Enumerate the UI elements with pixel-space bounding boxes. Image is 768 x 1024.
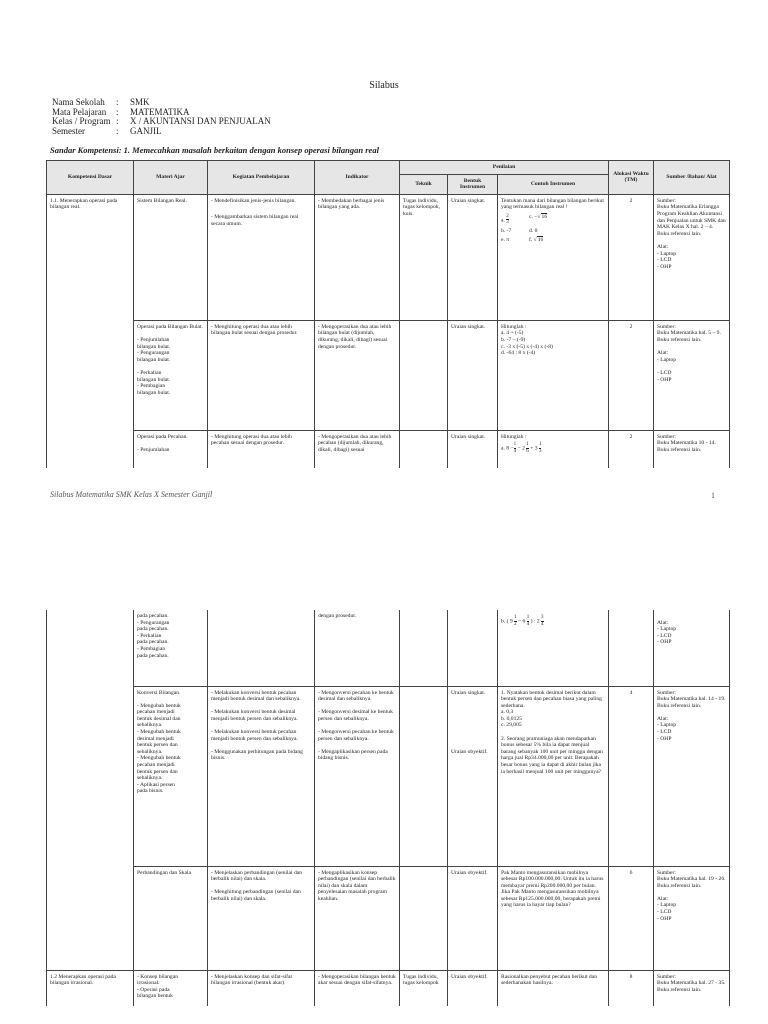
identity-row: Nama Sekolah : SMK: [52, 97, 150, 107]
bentuk-cell: [448, 610, 498, 686]
identity-row: Mata Pelajaran : MATEMATIKA: [52, 106, 190, 117]
alokasi-cell: 2: [609, 430, 654, 468]
bentuk-cell: Uraian singkat. Uraian obyektif.: [448, 686, 498, 866]
teknik-cell: [400, 866, 448, 970]
sumber-cell: Alat: - Laptop - LCD - OHP: [654, 610, 730, 686]
fraction: $\frac{1}{3}$: [538, 442, 542, 454]
header-materi-ajar: Materi Ajar: [134, 161, 208, 195]
fraction: $\frac{1}{6}$: [526, 442, 529, 454]
bentuk-cell: Uraian obyektif.: [448, 866, 498, 970]
contoh-row: b. -7 d. 0: [501, 227, 538, 234]
header-indikator: Indikator: [315, 161, 400, 195]
contoh-cell: Rasionalkan penyebut pecahan berikut dan sederhanakan hasilnya.: [498, 970, 609, 1006]
indikator-cell: - Membedakan berbagai jenis bilangan yang ada.: [315, 194, 400, 320]
header-penilaian: Penilaian: [400, 161, 609, 175]
contoh-cell: Hitunglah : a. 8 − $\frac{1}{4}$ − 2 $\frac{1}{6}$ + 3 $\frac{1}{3}$: [498, 430, 609, 468]
teknik-cell: [400, 320, 448, 430]
page-footer: Silabus Matematika SMK Kelas X Semester Ganjil: [50, 490, 213, 499]
teknik-cell: Tugas individu, tugas kelompok, kuis.: [400, 194, 448, 320]
teknik-cell: [400, 610, 448, 686]
indikator-cell: - Mengoperasikan dua atau lebih bilangan bulat (dijumlah, dikurang, dikali, dibagi) sesuai dengan prosedur.: [315, 320, 400, 430]
indikator-cell: - Mengonversi pecahan ke bentuk desimal dan sebaliknya. - Mengonversi desimal ke bentuk persen dan sebaliknya. - Mengonversi pecahan ke bentuk persen dan sebaliknya. - Mengaplikasikan persen pada bidang bisnis.: [315, 686, 400, 866]
header-bentuk: Bentuk Instrumen: [448, 174, 498, 194]
contoh-row: a. $\frac{2}{3}$ c. −√16: [501, 213, 548, 226]
indikator-cell: - Mengoperasikan dua atau lebih pecahan (dijumlah, dikurang, dikali, dibagi) sesuai: [315, 430, 400, 468]
header-sumber: Sumber /Bahan/ Alat: [654, 161, 730, 195]
contoh-row: e. π f. √16: [501, 236, 544, 243]
contoh-cell: Pak Manto mengasuransikan mobilnya sebesar Rp100.000.000,00. Untuk itu ia harus membayar premi Rp200.000,00 per bulan. Jika Pak Manto mengasuransikan mobilnya sebesar Rp125.000.000,00, berapakah premi yang harus ia bayar tiap bulan?: [498, 866, 609, 970]
kd-cell: [47, 866, 134, 970]
contoh-cell: 1. Nyatakan bentuk desimal berikut dalam bentuk persen dan pecahan biasa yang paling sederhana. a. 0,3 b. 0,0125 c. 29,005 2. Seorang pramuniaga akan mendapatkan bonus sebesar 5% bila ia dapat menjual barang sebanyak 100 unit per minggu dengan harga jual Rp34.000,00 per unit. Berapakah besar bonus yang ia dapat di akhir bulan jika ia berhasil menjual 100 unit per minggunya?: [498, 686, 609, 866]
fraction: $\frac{1}{4}$: [513, 442, 517, 454]
header-kompetensi-dasar: Kompetensi Dasar: [47, 161, 134, 195]
teknik-cell: [400, 686, 448, 866]
page-number: 1: [711, 491, 715, 500]
header-kegiatan: Kegiatan Pembelajaran: [208, 161, 315, 195]
bentuk-cell: Uraian obyektif.: [448, 970, 498, 1006]
kd-cell: 1.1. Menerapkan operasi pada bilangan real.: [47, 194, 134, 468]
kegiatan-cell: - Mendefinisikan jenis-jenis bilangan. - Menggambarkan sistem bilangan real secara umum.: [208, 194, 315, 320]
fraction: $\frac{1}{4}$: [526, 615, 530, 627]
header-alokasi: Alokasi Waktu (TM): [609, 161, 654, 195]
header-teknik: Teknik: [400, 174, 448, 194]
sumber-cell: Sumber: Buku Matematika 10 - 14. Buku referensi lain.: [654, 430, 730, 468]
sumber-cell: Sumber: Buku Matematika hal. 14 - 19. Buku referensi lain. Alat: - Laptop - LCD - OHP: [654, 686, 730, 866]
alokasi-cell: 2: [609, 194, 654, 320]
bentuk-cell: Uraian singkat.: [448, 430, 498, 468]
alokasi-cell: 4: [609, 686, 654, 866]
materi-cell: Operasi pada Pecahan. - Penjumlahan: [134, 430, 208, 468]
kegiatan-cell: - Melakukan konversi bentuk pecahan menjadi bentuk desimal dan sebaliknya. - Melakukan konversi bentuk desimal menjadi bentuk persen dan sebaliknya. - Melakukan konversi bentuk pecahan menjadi bentuk persen dan sebaliknya. - Menggunakan perhitungan pada bidang bisnis.: [208, 686, 315, 866]
kegiatan-cell: - Menghitung operasi dua atau lebih bilangan bulat sesuai dengan prosedur.: [208, 320, 315, 430]
sumber-cell: Sumber: Buku Matematika hal. 19 - 26. Buku referensi lain. Alat: - Laptop - LCD - OHP: [654, 866, 730, 970]
fraction: $\frac{3}{4}$: [541, 615, 544, 627]
syllabus-table-page1: [46, 160, 730, 468]
alokasi-cell: 8: [609, 970, 654, 1006]
materi-cell: - Konsep bilangan irrasional. - Operasi pada bilangan bentuk: [134, 970, 208, 1006]
identity-row: Kelas / Program : X / AKUNTANSI DAN PENJUALAN: [52, 116, 271, 126]
kd-cell: [47, 610, 134, 686]
kd-cell: [47, 686, 134, 866]
teknik-cell: [400, 430, 448, 468]
fraction: $\frac{2}{3}$: [506, 213, 509, 226]
kd-cell: 1.2 Menerapkan operasi pada bilangan irrasional.: [47, 970, 134, 1006]
kegiatan-cell: - Menghitung operasi dua atau lebih pecahan sesuai dengan prosedur.: [208, 430, 315, 468]
materi-cell: Perbandingan dan Skala: [134, 866, 208, 970]
materi-cell: Konversi Bilangan. - Mengubah bentuk pecahan menjadi bentuk desimal dan sebaliknya. - Mengubah bentuk desimal menjadi bentuk persen dan sebaliknya. - Mengubah bentuk pecahan menjadi bentuk persen dan sebaliknya. - Aplikasi persen pada bisnis.: [134, 686, 208, 866]
document-title: Silabus: [369, 80, 399, 91]
sumber-cell: Sumber: Buku Matematika hal. 5 – 9. Buku referensi lain. Alat: - Laptop - LCD - OHP: [654, 320, 730, 430]
indikator-cell: dengan prosedur.: [315, 610, 400, 686]
sqrt-icon: √: [533, 236, 537, 243]
materi-cell: pada pecahan. - Pengurangan pada pecahan. - Perkalian pada pecahan. - Pembagian pada pecahan.: [134, 610, 208, 686]
syllabus-table-page2: [46, 610, 730, 1006]
bentuk-cell: Uraian singkat.: [448, 194, 498, 320]
fraction: $\frac{1}{2}$: [514, 615, 517, 627]
header-contoh: Contoh Instrumen: [498, 174, 609, 194]
teknik-cell: Tugas individu, tugas kelompok: [400, 970, 448, 1006]
sumber-cell: Sumber: Buku Matematika hal. 27 - 35. Buku referensi lain.: [654, 970, 730, 1006]
indikator-cell: - Mengoperasikan bilangan bentuk akar sesuai dengan sifat-sifatnya.: [315, 970, 400, 1006]
materi-cell: Sistem Bilangan Real.: [134, 194, 208, 320]
alokasi-cell: [609, 610, 654, 686]
contoh-cell: Tentukan mana dari bilangan bilangan berikut yang termasuk bilangan real ! a. $\frac{2}{3}$ c. −√16 b. -7 d. 0 e. π f. √16: [498, 194, 609, 320]
identity-row: Semester : GANJIL: [52, 125, 162, 136]
materi-cell: Operasi pada Bilangan Bulat. - Penjumlahan bilangan bulat. - Pengurangan bilangan bulat. - Perkalian bilangan bulat. - Pembagian bilangan bulat.: [134, 320, 208, 430]
contoh-cell: Hitunglah : a. 4 + (-5) b. -7 – (-9) c. -3 x (-5) x (-4) x (-8) d. -64 : 8 x (-4): [498, 320, 609, 430]
contoh-cell: b. ( 9 $\frac{1}{2}$ − 6 $\frac{1}{4}$ ) : 2 $\frac{3}{4}$: [498, 610, 609, 686]
identity-block: [52, 98, 271, 136]
standar-kompetensi: Sandar Kompetensi: 1. Memecahkan masalah berkaitan dengan konsep operasi bilangan real: [50, 145, 379, 155]
sqrt-icon: √: [537, 213, 541, 220]
kegiatan-cell: [208, 610, 315, 686]
indikator-cell: - Mengaplikasikan konsep perbandingan (senilai dan berbalik nilai) dan skala dalam penyelesaian masalah program keahlian.: [315, 866, 400, 970]
kegiatan-cell: - Menjelaskan konsep dan sifat-sifat bilangan irrasional (bentuk akar).: [208, 970, 315, 1006]
alokasi-cell: 6: [609, 866, 654, 970]
sumber-cell: Sumber: Buku Matematika Erlangga Program Keahlian Akuntansi dan Penjualan untuk SMK dan MAK Kelas X hal. 2 – 4. Buku referensi lain. Alat: - Laptop - LCD - OHP: [654, 194, 730, 320]
kegiatan-cell: - Menjelaskan perbandingan (senilai dan berbalik nilai) dan skala. - Menghitung perbandingan (senilai dan berbalik nilai) dan skala.: [208, 866, 315, 970]
alokasi-cell: 2: [609, 320, 654, 430]
bentuk-cell: Uraian singkat.: [448, 320, 498, 430]
